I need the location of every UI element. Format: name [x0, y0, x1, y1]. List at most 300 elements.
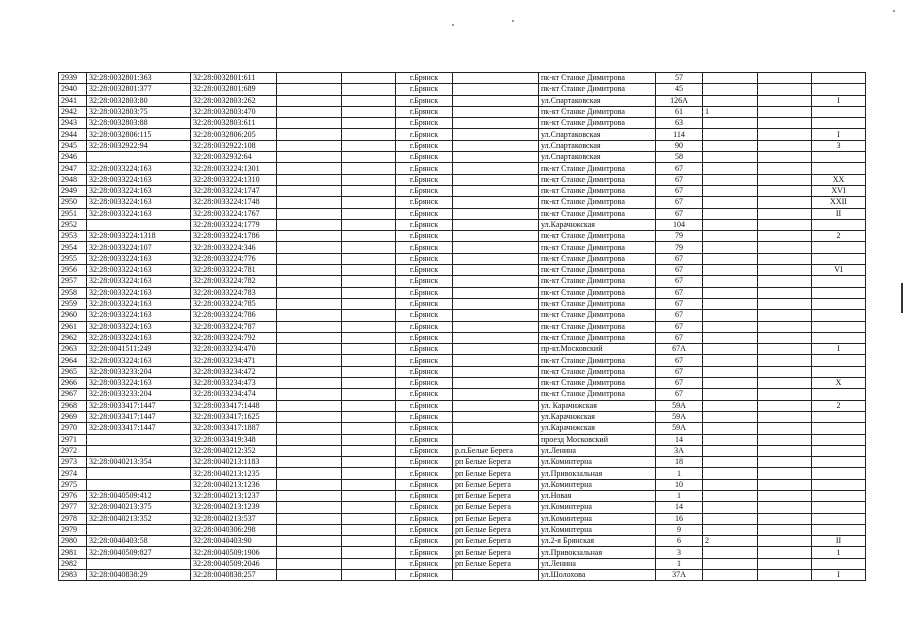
row-number-cell: 2960 [59, 310, 87, 321]
room-cell: I [812, 129, 866, 140]
room-cell [812, 276, 866, 287]
object-number-cell: 32:28:0032922:108 [191, 140, 277, 151]
settlement-cell: рп Белые Берега [453, 513, 539, 524]
city-cell: г.Брянск [396, 118, 453, 129]
settlement-cell [453, 253, 539, 264]
city-cell: г.Брянск [396, 536, 453, 547]
street-cell: пк-кт Станке Димитрова [539, 265, 656, 276]
house-number-cell: 67 [656, 208, 703, 219]
row-number-cell: 2968 [59, 400, 87, 411]
room-cell [812, 468, 866, 479]
building-cell [703, 231, 758, 242]
blank-col-a-cell [277, 547, 342, 558]
row-number-cell: 2975 [59, 479, 87, 490]
blank-col-c-cell [758, 332, 812, 343]
row-number-cell: 2953 [59, 231, 87, 242]
parcel-number-cell: 32:28:0032803:80 [87, 95, 191, 106]
city-cell: г.Брянск [396, 219, 453, 230]
building-cell [703, 524, 758, 535]
street-cell: ул.Привокзальная [539, 547, 656, 558]
building-cell [703, 253, 758, 264]
blank-col-c-cell [758, 547, 812, 558]
blank-col-c-cell [758, 344, 812, 355]
settlement-cell [453, 389, 539, 400]
street-cell: пк-кт Станке Димитрова [539, 163, 656, 174]
object-number-cell: 32:28:0033224:346 [191, 242, 277, 253]
street-cell: ул.Спартаковская [539, 140, 656, 151]
city-cell: г.Брянск [396, 344, 453, 355]
city-cell: г.Брянск [396, 129, 453, 140]
row-number-cell: 2943 [59, 118, 87, 129]
street-cell: пк-кт Станке Димитрова [539, 106, 656, 117]
city-cell: г.Брянск [396, 242, 453, 253]
blank-col-a-cell [277, 355, 342, 366]
blank-col-a-cell [277, 411, 342, 422]
building-cell [703, 434, 758, 445]
street-cell: пр-кт.Московский [539, 344, 656, 355]
blank-col-b-cell [342, 321, 396, 332]
blank-col-c-cell [758, 73, 812, 84]
row-number-cell: 2977 [59, 502, 87, 513]
blank-col-c-cell [758, 298, 812, 309]
house-number-cell: 67 [656, 253, 703, 264]
city-cell: г.Брянск [396, 253, 453, 264]
object-number-cell: 32:28:0040213:1235 [191, 468, 277, 479]
table-row [59, 276, 866, 287]
blank-col-b-cell [342, 389, 396, 400]
table-row [59, 231, 866, 242]
blank-col-b-cell [342, 479, 396, 490]
row-number-cell: 2955 [59, 253, 87, 264]
building-cell [703, 265, 758, 276]
room-cell [812, 479, 866, 490]
house-number-cell: 9 [656, 524, 703, 535]
row-number-cell: 2942 [59, 106, 87, 117]
house-number-cell: 1 [656, 468, 703, 479]
blank-col-a-cell [277, 276, 342, 287]
row-number-cell: 2969 [59, 411, 87, 422]
parcel-number-cell [87, 434, 191, 445]
blank-col-a-cell [277, 524, 342, 535]
blank-col-b-cell [342, 445, 396, 456]
house-number-cell: 67 [656, 355, 703, 366]
room-cell [812, 332, 866, 343]
blank-col-c-cell [758, 468, 812, 479]
object-number-cell: 32:28:0033224:785 [191, 298, 277, 309]
street-cell: пк-кт Станке Димитрова [539, 355, 656, 366]
settlement-cell [453, 163, 539, 174]
building-cell [703, 163, 758, 174]
object-number-cell: 32:28:0033417:1448 [191, 400, 277, 411]
table-row [59, 434, 866, 445]
settlement-cell: рп Белые Берега [453, 558, 539, 569]
table-row [59, 332, 866, 343]
blank-col-b-cell [342, 152, 396, 163]
blank-col-c-cell [758, 411, 812, 422]
row-number-cell: 2972 [59, 445, 87, 456]
blank-col-c-cell [758, 197, 812, 208]
room-cell [812, 434, 866, 445]
blank-col-c-cell [758, 310, 812, 321]
parcel-number-cell: 32:28:0033417:1447 [87, 411, 191, 422]
parcel-number-cell: 32:28:0040838:29 [87, 570, 191, 581]
street-cell: пк-кт Станке Димитрова [539, 231, 656, 242]
blank-col-b-cell [342, 400, 396, 411]
building-cell [703, 197, 758, 208]
city-cell: г.Брянск [396, 152, 453, 163]
parcel-number-cell [87, 524, 191, 535]
parcel-number-cell: 32:28:0033417:1447 [87, 400, 191, 411]
house-number-cell: 1 [656, 558, 703, 569]
settlement-cell [453, 411, 539, 422]
street-cell: ул.2-я Брянская [539, 536, 656, 547]
street-cell: ул.Карачижская [539, 411, 656, 422]
city-cell: г.Брянск [396, 366, 453, 377]
register-table [58, 72, 866, 581]
row-number-cell: 2941 [59, 95, 87, 106]
parcel-number-cell: 32:28:0033233:204 [87, 389, 191, 400]
object-number-cell: 32:28:0033224:1310 [191, 174, 277, 185]
house-number-cell: 114 [656, 129, 703, 140]
city-cell: г.Брянск [396, 231, 453, 242]
blank-col-a-cell [277, 106, 342, 117]
blank-col-b-cell [342, 457, 396, 468]
settlement-cell [453, 84, 539, 95]
row-number-cell: 2964 [59, 355, 87, 366]
table-row [59, 468, 866, 479]
building-cell [703, 411, 758, 422]
settlement-cell [453, 73, 539, 84]
settlement-cell [453, 344, 539, 355]
object-number-cell: 32:28:0040213:1239 [191, 502, 277, 513]
building-cell [703, 423, 758, 434]
street-cell: пк-кт Станке Димитрова [539, 208, 656, 219]
house-number-cell: 67 [656, 265, 703, 276]
table-row [59, 129, 866, 140]
street-cell: ул.Привокзальная [539, 468, 656, 479]
table-row [59, 242, 866, 253]
blank-col-b-cell [342, 366, 396, 377]
city-cell: г.Брянск [396, 197, 453, 208]
row-number-cell: 2982 [59, 558, 87, 569]
row-number-cell: 2966 [59, 378, 87, 389]
parcel-number-cell [87, 468, 191, 479]
settlement-cell: рп Белые Берега [453, 502, 539, 513]
object-number-cell: 32:28:0033224:792 [191, 332, 277, 343]
blank-col-c-cell [758, 276, 812, 287]
city-cell: г.Брянск [396, 570, 453, 581]
house-number-cell: 3А [656, 445, 703, 456]
object-number-cell: 32:28:0033224:1748 [191, 197, 277, 208]
blank-col-a-cell [277, 208, 342, 219]
blank-col-b-cell [342, 490, 396, 501]
blank-col-b-cell [342, 253, 396, 264]
parcel-number-cell: 32:28:0033224:163 [87, 355, 191, 366]
blank-col-b-cell [342, 174, 396, 185]
street-cell: ул. Карачижская [539, 400, 656, 411]
blank-col-a-cell [277, 197, 342, 208]
building-cell [703, 73, 758, 84]
table-row [59, 73, 866, 84]
object-number-cell: 32:28:0033234:472 [191, 366, 277, 377]
blank-col-a-cell [277, 378, 342, 389]
city-cell: г.Брянск [396, 400, 453, 411]
house-number-cell: 57 [656, 73, 703, 84]
street-cell: пк-кт Станке Димитрова [539, 253, 656, 264]
room-cell: XXII [812, 197, 866, 208]
blank-col-a-cell [277, 400, 342, 411]
table-row [59, 366, 866, 377]
table-row [59, 185, 866, 196]
building-cell [703, 366, 758, 377]
row-number-cell: 2963 [59, 344, 87, 355]
blank-col-c-cell [758, 457, 812, 468]
settlement-cell [453, 231, 539, 242]
object-number-cell: 32:28:0040509:1906 [191, 547, 277, 558]
street-cell: пк-кт Станке Димитрова [539, 174, 656, 185]
house-number-cell: 1 [656, 490, 703, 501]
object-number-cell: 32:28:0040509:2046 [191, 558, 277, 569]
blank-col-c-cell [758, 265, 812, 276]
blank-col-c-cell [758, 423, 812, 434]
table-row [59, 411, 866, 422]
building-cell [703, 118, 758, 129]
settlement-cell [453, 298, 539, 309]
blank-col-a-cell [277, 118, 342, 129]
parcel-number-cell: 32:28:0033224:163 [87, 208, 191, 219]
object-number-cell: 32:28:0033224:1767 [191, 208, 277, 219]
settlement-cell: р.п.Белые Берега [453, 445, 539, 456]
settlement-cell [453, 366, 539, 377]
blank-col-c-cell [758, 513, 812, 524]
row-number-cell: 2961 [59, 321, 87, 332]
street-cell: ул.Ленина [539, 558, 656, 569]
blank-col-a-cell [277, 558, 342, 569]
table-row [59, 378, 866, 389]
blank-col-b-cell [342, 84, 396, 95]
city-cell: г.Брянск [396, 73, 453, 84]
city-cell: г.Брянск [396, 208, 453, 219]
object-number-cell: 32:28:0033224:1747 [191, 185, 277, 196]
blank-col-b-cell [342, 536, 396, 547]
blank-col-c-cell [758, 95, 812, 106]
building-cell [703, 95, 758, 106]
street-cell: ул.Ленина [539, 445, 656, 456]
blank-col-c-cell [758, 106, 812, 117]
house-number-cell: 67А [656, 344, 703, 355]
blank-col-c-cell [758, 219, 812, 230]
city-cell: г.Брянск [396, 479, 453, 490]
city-cell: г.Брянск [396, 310, 453, 321]
blank-col-b-cell [342, 287, 396, 298]
table-row [59, 344, 866, 355]
object-number-cell: 32:28:0033417:1887 [191, 423, 277, 434]
settlement-cell: рп Белые Берега [453, 468, 539, 479]
parcel-number-cell [87, 479, 191, 490]
street-cell: ул.Карачижская [539, 423, 656, 434]
object-number-cell: 32:28:0032803:262 [191, 95, 277, 106]
street-cell: пк-кт Станке Димитрова [539, 298, 656, 309]
blank-col-a-cell [277, 231, 342, 242]
room-cell: X [812, 378, 866, 389]
settlement-cell [453, 118, 539, 129]
blank-col-a-cell [277, 242, 342, 253]
object-number-cell: 32:28:0040213:1236 [191, 479, 277, 490]
parcel-number-cell: 32:28:0040509:412 [87, 490, 191, 501]
house-number-cell: 3 [656, 547, 703, 558]
parcel-number-cell: 32:28:0040213:352 [87, 513, 191, 524]
table-row [59, 219, 866, 230]
city-cell: г.Брянск [396, 185, 453, 196]
house-number-cell: 67 [656, 197, 703, 208]
row-number-cell: 2979 [59, 524, 87, 535]
room-cell: II [812, 208, 866, 219]
table-row [59, 174, 866, 185]
room-cell: XVI [812, 185, 866, 196]
house-number-cell: 67 [656, 185, 703, 196]
building-cell [703, 400, 758, 411]
blank-col-b-cell [342, 411, 396, 422]
table-row [59, 400, 866, 411]
table-row [59, 197, 866, 208]
street-cell: пк-кт Станке Димитрова [539, 310, 656, 321]
row-number-cell: 2957 [59, 276, 87, 287]
blank-col-b-cell [342, 118, 396, 129]
blank-col-b-cell [342, 129, 396, 140]
blank-col-a-cell [277, 174, 342, 185]
blank-col-a-cell [277, 457, 342, 468]
building-cell [703, 140, 758, 151]
blank-col-b-cell [342, 185, 396, 196]
table-row [59, 558, 866, 569]
room-cell: 3 [812, 140, 866, 151]
object-number-cell: 32:28:0040212:352 [191, 445, 277, 456]
scan-speck [452, 24, 454, 26]
room-cell [812, 310, 866, 321]
house-number-cell: 6 [656, 536, 703, 547]
settlement-cell [453, 287, 539, 298]
blank-col-a-cell [277, 129, 342, 140]
blank-col-a-cell [277, 73, 342, 84]
parcel-number-cell: 32:28:0033224:107 [87, 242, 191, 253]
street-cell: пк-кт Станке Димитрова [539, 197, 656, 208]
room-cell [812, 490, 866, 501]
row-number-cell: 2978 [59, 513, 87, 524]
object-number-cell: 32:28:0032801:611 [191, 73, 277, 84]
blank-col-a-cell [277, 490, 342, 501]
register-table-body [59, 73, 866, 581]
room-cell [812, 513, 866, 524]
room-cell [812, 84, 866, 95]
object-number-cell: 32:28:0040306:298 [191, 524, 277, 535]
house-number-cell: 14 [656, 434, 703, 445]
building-cell [703, 344, 758, 355]
parcel-number-cell [87, 219, 191, 230]
object-number-cell: 32:28:0033224:1786 [191, 231, 277, 242]
object-number-cell: 32:28:0032806:205 [191, 129, 277, 140]
parcel-number-cell: 32:28:0033224:163 [87, 197, 191, 208]
parcel-number-cell: 32:28:0033224:163 [87, 378, 191, 389]
house-number-cell: 79 [656, 242, 703, 253]
house-number-cell: 14 [656, 502, 703, 513]
table-row [59, 570, 866, 581]
object-number-cell: 32:28:0033224:1779 [191, 219, 277, 230]
settlement-cell [453, 355, 539, 366]
scan-edge-mark [901, 283, 903, 313]
parcel-number-cell: 32:28:0033224:163 [87, 265, 191, 276]
building-cell [703, 129, 758, 140]
blank-col-c-cell [758, 174, 812, 185]
blank-col-c-cell [758, 502, 812, 513]
building-cell [703, 389, 758, 400]
object-number-cell: 32:28:0040213:1237 [191, 490, 277, 501]
room-cell: I [812, 570, 866, 581]
blank-col-b-cell [342, 423, 396, 434]
room-cell [812, 298, 866, 309]
parcel-number-cell [87, 558, 191, 569]
blank-col-c-cell [758, 355, 812, 366]
blank-col-a-cell [277, 287, 342, 298]
settlement-cell [453, 570, 539, 581]
parcel-number-cell: 32:28:0040403:58 [87, 536, 191, 547]
blank-col-b-cell [342, 355, 396, 366]
settlement-cell [453, 332, 539, 343]
row-number-cell: 2949 [59, 185, 87, 196]
street-cell: пк-кт Станке Димитрова [539, 321, 656, 332]
settlement-cell [453, 129, 539, 140]
room-cell [812, 118, 866, 129]
building-cell [703, 276, 758, 287]
object-number-cell: 32:28:0033419:348 [191, 434, 277, 445]
building-cell [703, 513, 758, 524]
parcel-number-cell: 32:28:0033224:163 [87, 163, 191, 174]
settlement-cell [453, 400, 539, 411]
building-cell [703, 152, 758, 163]
blank-col-c-cell [758, 490, 812, 501]
row-number-cell: 2971 [59, 434, 87, 445]
street-cell: ул.Новая [539, 490, 656, 501]
city-cell: г.Брянск [396, 378, 453, 389]
house-number-cell: 67 [656, 389, 703, 400]
blank-col-a-cell [277, 152, 342, 163]
street-cell: пк-кт Станке Димитрова [539, 73, 656, 84]
city-cell: г.Брянск [396, 332, 453, 343]
blank-col-a-cell [277, 502, 342, 513]
blank-col-c-cell [758, 570, 812, 581]
table-row [59, 310, 866, 321]
street-cell: пк-кт Станке Димитрова [539, 276, 656, 287]
blank-col-b-cell [342, 468, 396, 479]
room-cell [812, 106, 866, 117]
street-cell: ул.Коминтерна [539, 502, 656, 513]
settlement-cell: рп Белые Берега [453, 479, 539, 490]
object-number-cell: 32:28:0040213:1183 [191, 457, 277, 468]
room-cell [812, 253, 866, 264]
object-number-cell: 32:28:0033224:782 [191, 276, 277, 287]
blank-col-b-cell [342, 558, 396, 569]
blank-col-b-cell [342, 344, 396, 355]
city-cell: г.Брянск [396, 558, 453, 569]
blank-col-a-cell [277, 163, 342, 174]
blank-col-c-cell [758, 378, 812, 389]
room-cell [812, 411, 866, 422]
table-row [59, 513, 866, 524]
blank-col-a-cell [277, 253, 342, 264]
object-number-cell: 32:28:0033234:470 [191, 344, 277, 355]
street-cell: ул.Спартаковская [539, 129, 656, 140]
building-cell [703, 332, 758, 343]
room-cell [812, 287, 866, 298]
